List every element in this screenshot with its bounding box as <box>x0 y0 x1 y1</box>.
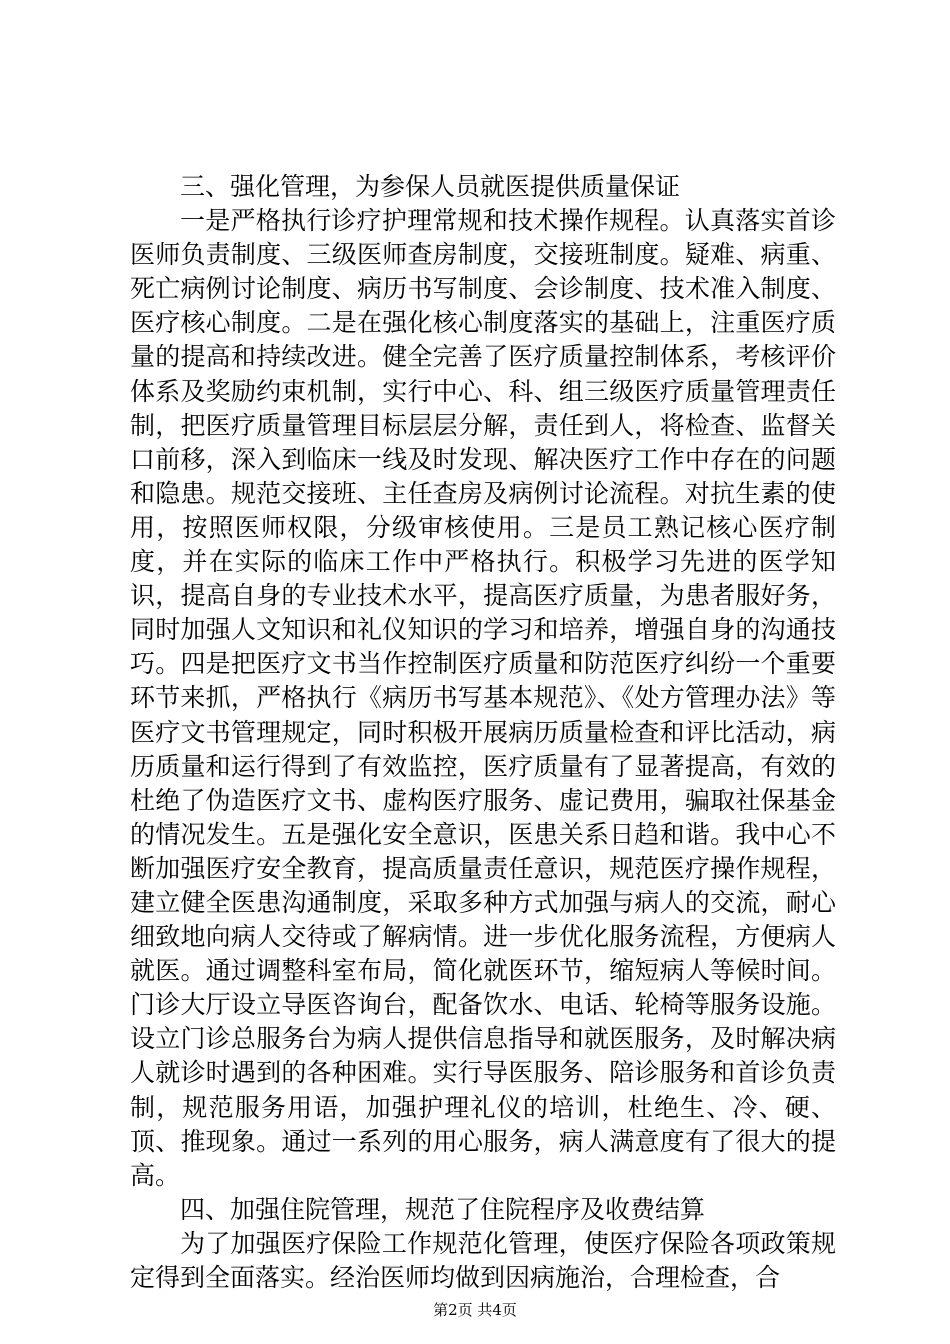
section-4-heading: 四、加强住院管理，规范了住院程序及收费结算 <box>180 1194 706 1224</box>
document-body <box>130 170 836 1295</box>
page-footer: 第2页 共4页 <box>433 1301 517 1319</box>
section-3-heading: 三、强化管理，为参保人员就医提供质量保证 <box>180 172 681 201</box>
section-3-paragraph: 一是严格执行诊疗护理常规和技术操作规程。认真落实首诊医师负责制度、三级医师查房制度，交接班制度。疑难、病重、死亡病例讨论制度、病历书写制度、会诊制度、技术准入制度、医疗核心制度。二是在强化核心制度落实的基础上，注重医疗质量的提高和持续改进。健全完善了医疗质量控制体系，考核评价体系及奖励约束机制，实行中心、科、组三级医疗质量管理责任制，把医疗质量管理目标层层分解，责任到人，将检查、监督关口前移，深入到临床一线及时发现、解决医疗工作中存在的问题和隐患。规范交接班、主任查房及病例讨论流程。对抗生素的使用，按照医师权限，分级审核使用。三是员工熟记核心医疗制度，并在实际的临床工作中严格执行。积极学习先进的医学知识，提高自身的专业技术水平，提高医疗质量，为患者服好务，同时加强人文知识和礼仪知识的学习和培养，增强自身的沟通技巧。四是把医疗文书当作控制医疗质量和防范医疗纠纷一个重要环节来抓，严格执行《病历书写基本规范》、《处方管理办法》等医疗文书管理规定，同时积极开展病历质量检查和评比活动，病历质量和运行得到了有效监控，医疗质量有了显著提高，有效的杜绝了伪造医疗文书、虚构医疗服务、虚记费用，骗取社保基金的情况发生。五是强化安全意识，医患关系日趋和谐。我中心不断加强医疗安全教育，提高质量责任意识，规范医疗操作规程，建立健全医患沟通制度，采取多种方式加强与病人的交流，耐心细致地向病人交待或了解病情。进一步优化服务流程，方便病人就医。通过调整科室布局，简化就医环节，缩短病人等候时间。门诊大厅设立导医咨询台，配备饮水、电话、轮椅等服务设施。设立门诊总服务台为病人提供信息指导和就医服务，及时解决病人就诊时遇到的各种困难。实行导医服务、陪诊服务和首诊负责制，规范服务用语，加强护理礼仪的培训，杜绝生、冷、硬、顶、推现象。通过一系列的用心服务，病人满意度有了很大的提高。 <box>130 206 836 1190</box>
section-4-paragraph: 为了加强医疗保险工作规范化管理，使医疗保险各项政策规定得到全面落实。经治医师均做到因病施治，合理检查，合 <box>130 1228 836 1292</box>
